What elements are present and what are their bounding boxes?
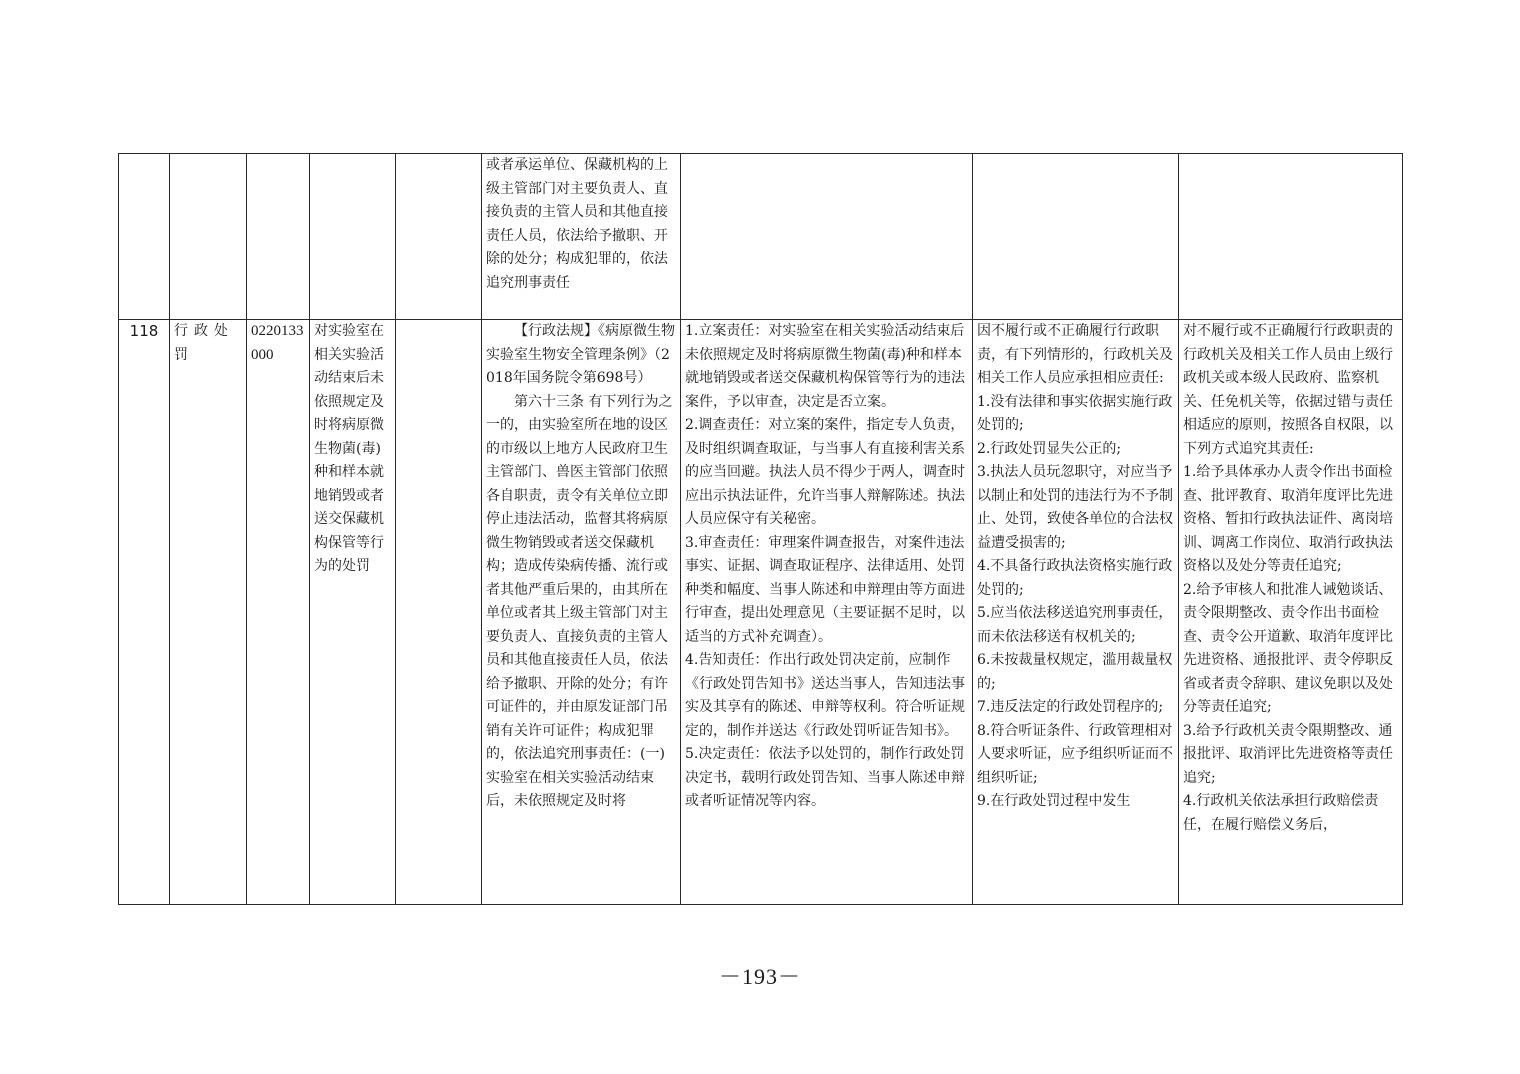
- seq-cell: [119, 320, 170, 905]
- seq-cell: [119, 154, 170, 320]
- pursuit-item: 4.行政机关依法承担行政赔偿责任，在履行赔偿义务后，: [1183, 793, 1379, 833]
- accountability-intro: 因不履行或不正确履行行政职责，有下列情形的，行政机关及相关工作人员应承担相应责任:: [977, 323, 1173, 386]
- accountability-item: 7.违反法定的行政处罚程序的;: [977, 699, 1164, 715]
- accountability-item: 2.行政处罚显失公正的;: [977, 440, 1122, 457]
- item-name: 对实验室在相关实验活动结束后未依照规定及时将病原微生物菌(毒)种和样本就地销毁或者送交保藏机构保管等行为的处罚: [314, 323, 384, 574]
- basis-cell: [482, 154, 681, 320]
- responsibility-cell: [681, 320, 973, 905]
- pursuit-cell: [1179, 320, 1403, 905]
- category-cell: [170, 320, 247, 905]
- basis-continued-text: 或者承运单位、保藏机构的上级主管部门对主要负责人、直接负责的主管人员和其他直接责任人员，依法给予撤职、开除的处分；构成犯罪的，依法追究刑事责任: [486, 157, 668, 291]
- power-list-table: [118, 153, 1403, 905]
- item-name-cell: [310, 154, 396, 320]
- accountability-item: 4.不具备行政执法资格实施行政处罚的;: [977, 558, 1173, 598]
- table-row-118: [119, 320, 1403, 905]
- basis-body: 第六十三条 有下列行为之一的，由实验室所在地的设区的市级以上地方人民政府卫生主管部门、兽医主管部门依照各自职责，责令有关单位立即停止违法活动，监督其将病原微生物销毁或者送交保藏机构；造成传染病传播、流行或者其他严重后果的，由其所在单位或者其上级主管部门对主要负责人、直接负责的主管人员和其他直接责任人员，依法给予撤职、开除的处分；有许可证件的，并由原发证部门吊销有关许可证件；构成犯罪的，依法追究刑事责任：(一)实验室在相关实验活动结束后，未依照规定及时将: [486, 393, 673, 809]
- pursuit-intro: 对不履行或不正确履行行政职责的行政机关及相关工作人员由上级行政机关或本级人民政府、监察机关、任免机关等，依据过错与责任相适应的原则，按照各自权限，以下列方式追究其责任:: [1183, 323, 1393, 457]
- pursuit-item: 2.给予审核人和批准人诫勉谈话、责令限期整改、责令作出书面检查、责令公开道歉、取消年度评比先进资格、通报批评、责令停职反省或者责令辞职、建议免职以及处分等责任追究;: [1183, 581, 1393, 715]
- accountability-item: 5.应当依法移送追究刑事责任，而未依法移送有权机关的;: [977, 605, 1173, 645]
- responsibility-item: 2.调查责任：对立案的案件，指定专人负责，及时组织调查取证，与当事人有直接利害关系的应当回避。执法人员不得少于两人，调查时应出示执法证件，允许当事人辩解陈述。执法人员应保守有关秘密。: [685, 417, 965, 527]
- pursuit-item: 3.给予行政机关责令限期整改、通报批评、取消评比先进资格等责任追究;: [1183, 722, 1393, 786]
- responsibility-item: 3.审查责任：审理案件调查报告，对案件违法事实、证据、调查取证程序、法律适用、处罚种类和幅度、当事人陈述和申辩理由等方面进行审查，提出处理意见（主要证据不足时，以适当的方式补充调查）。: [685, 534, 965, 645]
- category-cell: [170, 154, 247, 320]
- accountability-cell: [973, 320, 1179, 905]
- accountability-item: 1.没有法律和事实依据实施行政处罚的;: [977, 393, 1173, 433]
- basis-cell: [482, 320, 681, 905]
- seq-number: 118: [129, 322, 159, 340]
- responsibility-item: 5.决定责任：依法予以处罚的，制作行政处罚决定书，载明行政处罚告知、当事人陈述申辩或者听证情况等内容。: [685, 746, 965, 809]
- accountability-item: 6.未按裁量权规定，滥用裁量权的;: [977, 652, 1173, 692]
- power-code: 0220133000: [251, 323, 304, 363]
- responsibility-item: 4.告知责任：作出行政处罚决定前，应制作《行政处罚告知书》送达当事人，告知违法事实及其享有的陈述、申辩等权利。符合听证规定的，制作并送达《行政处罚听证告知书》。: [685, 652, 965, 739]
- pursuit-cell: [1179, 154, 1403, 320]
- accountability-item: 8.符合听证条件、行政管理相对人要求听证，应予组织听证而不组织听证;: [977, 722, 1173, 786]
- code-cell: [247, 320, 310, 905]
- responsibility-cell: [681, 154, 973, 320]
- sub-item-cell: [396, 320, 482, 905]
- power-category: 行政处罚: [174, 323, 234, 363]
- code-cell: [247, 154, 310, 320]
- accountability-cell: [973, 154, 1179, 320]
- accountability-item: 3.执法人员玩忽职守，对应当予以制止和处罚的违法行为不予制止、处罚，致使各单位的合法权益遭受损害的;: [977, 464, 1173, 551]
- pursuit-item: 1.给予具体承办人责令作出书面检查、批评教育、取消年度评比先进资格、暂扣行政执法证件、离岗培训、调离工作岗位、取消行政执法资格以及处分等责任追究;: [1183, 464, 1393, 574]
- responsibility-item: 1.立案责任：对实验室在相关实验活动结束后未依照规定及时将病原微生物菌(毒)种和样本就地销毁或者送交保藏机构保管等行为的违法案件，予以审查，决定是否立案。: [685, 323, 965, 410]
- sub-item-cell: [396, 154, 482, 320]
- page-number: －193－: [718, 964, 801, 989]
- item-name-cell: [310, 320, 396, 905]
- basis-title: 【行政法规】《病原微生物实验室生物安全管理条例》（2018年国务院令第698号）: [486, 323, 675, 386]
- accountability-item: 9.在行政处罚过程中发生: [977, 793, 1131, 809]
- table-row-continued: [119, 154, 1403, 320]
